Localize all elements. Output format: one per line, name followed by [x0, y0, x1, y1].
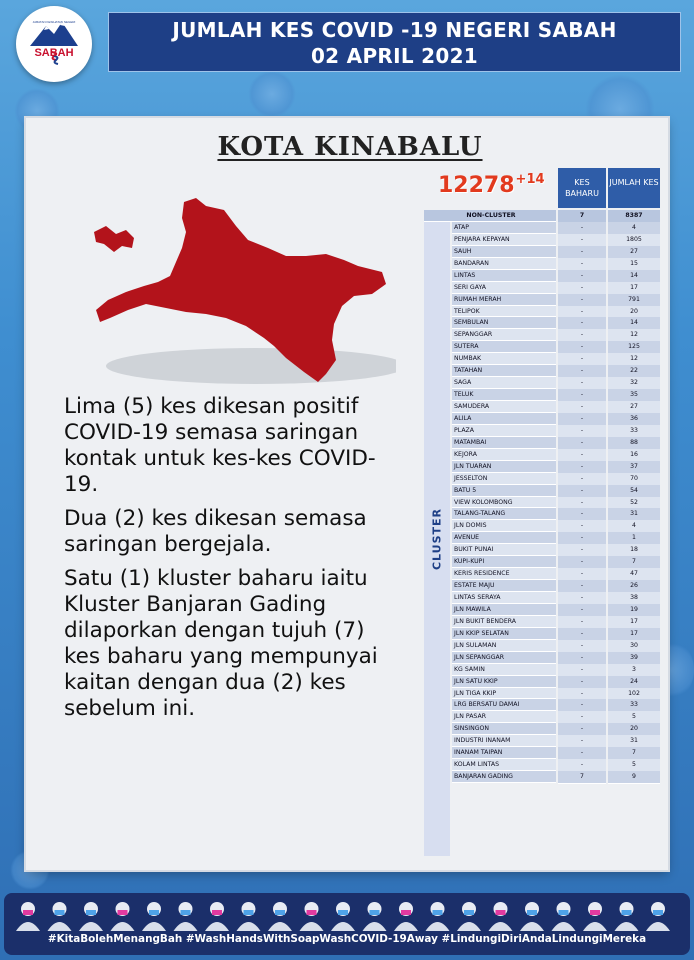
row-total: 12: [608, 353, 660, 366]
person-icon: [552, 902, 576, 931]
table-row: [424, 676, 662, 688]
table-row: [424, 771, 662, 783]
row-new: -: [558, 628, 606, 641]
table-row: [424, 377, 662, 389]
table-row: [424, 640, 662, 652]
row-total: 39: [608, 652, 660, 665]
table-row: [424, 592, 662, 604]
description-paragraph: Satu (1) kluster baharu iaitu Kluster Banjaran Gading dilaporkan dengan tujuh (7) kes baharu yang mempunyai kaitan dengan dua (2) kes sebelum ini.: [64, 566, 378, 721]
row-new: -: [558, 353, 606, 366]
row-total: 22: [608, 365, 660, 378]
row-name: AVENUE: [452, 532, 556, 544]
person-icon: [79, 902, 103, 931]
row-name: BANJARAN GADING: [452, 771, 556, 783]
row-name: RUMAH MERAH: [452, 294, 556, 306]
row-total: 18: [608, 544, 660, 557]
row-new: 7: [558, 771, 606, 784]
table-row: [424, 222, 662, 234]
row-total: 14: [608, 270, 660, 283]
row-total: 37: [608, 461, 660, 474]
page-header: [108, 12, 681, 72]
row-total: 20: [608, 306, 660, 319]
row-name: JLN MAWILA: [452, 604, 556, 616]
person-icon: [520, 902, 544, 931]
row-name: NUMBAK: [452, 353, 556, 365]
person-icon: [48, 902, 72, 931]
row-new: -: [558, 306, 606, 319]
logo-name: SABAH: [34, 47, 74, 59]
row-new: -: [558, 676, 606, 689]
footer-banner: [4, 893, 690, 955]
person-icon: [205, 902, 229, 931]
row-total: 1: [608, 532, 660, 545]
row-name: BATU 5: [452, 485, 556, 497]
row-new: -: [558, 365, 606, 378]
table-row: [424, 604, 662, 616]
table-row: [424, 341, 662, 353]
row-name: SEPANGGAR: [452, 329, 556, 341]
description-paragraph: Dua (2) kes dikesan semasa saringan bergejala.: [64, 506, 367, 557]
row-total: 36: [608, 413, 660, 426]
row-new: -: [558, 425, 606, 438]
row-total: 125: [608, 341, 660, 354]
row-name: JLN SATU KKIP: [452, 676, 556, 688]
row-total: 12: [608, 329, 660, 342]
table-row: [424, 317, 662, 329]
row-name: INDUSTRI INANAM: [452, 735, 556, 747]
row-new: -: [558, 449, 606, 462]
row-name: KG SAMIN: [452, 664, 556, 676]
row-name: ATAP: [452, 222, 556, 234]
table-row: [424, 473, 662, 485]
row-total: 33: [608, 699, 660, 712]
row-total: 31: [608, 508, 660, 521]
row-total: 30: [608, 640, 660, 653]
row-total: 31: [608, 735, 660, 748]
person-icon: [489, 902, 513, 931]
row-new: -: [558, 246, 606, 259]
virus-decoration: [248, 70, 296, 118]
table-row: [424, 353, 662, 365]
row-new: -: [558, 389, 606, 402]
row-name: JLN SULAMAN: [452, 640, 556, 652]
row-new: -: [558, 329, 606, 342]
row-name: MATAMBAI: [452, 437, 556, 449]
row-name: JLN KKIP SELATAN: [452, 628, 556, 640]
row-new: -: [558, 568, 606, 581]
table-row: [424, 449, 662, 461]
row-total: 32: [608, 377, 660, 390]
table-row: [424, 401, 662, 413]
row-name: TATAHAN: [452, 365, 556, 377]
row-new: -: [558, 282, 606, 295]
table-row: [424, 425, 662, 437]
new-count: +14: [515, 172, 545, 187]
row-total: 8387: [608, 210, 660, 223]
row-total: 19: [608, 604, 660, 617]
row-name: PLAZA: [452, 425, 556, 437]
table-rows: [424, 210, 662, 783]
row-new: 7: [558, 210, 606, 223]
row-total: 7: [608, 747, 660, 760]
table-row: [424, 282, 662, 294]
row-total: 20: [608, 723, 660, 736]
table-row: [424, 497, 662, 509]
total-cases: [438, 172, 554, 212]
row-total: 24: [608, 676, 660, 689]
row-total: 52: [608, 497, 660, 510]
row-total: 70: [608, 473, 660, 486]
row-new: -: [558, 640, 606, 653]
person-icon: [16, 902, 40, 931]
row-total: 26: [608, 580, 660, 593]
row-name: JLN DOMIS: [452, 520, 556, 532]
table-row: [424, 759, 662, 771]
person-icon: [142, 902, 166, 931]
row-total: 33: [608, 425, 660, 438]
sabah-health-logo: [16, 6, 92, 82]
row-name: SERI GAYA: [452, 282, 556, 294]
row-total: 7: [608, 556, 660, 569]
row-name: SINSINGON: [452, 723, 556, 735]
content-panel: [26, 118, 668, 870]
row-new: -: [558, 270, 606, 283]
row-new: -: [558, 723, 606, 736]
table-row: [424, 365, 662, 377]
person-icon: [174, 902, 198, 931]
row-name: SEMBULAN: [452, 317, 556, 329]
district-title: KOTA KINABALU: [217, 132, 483, 162]
description: [64, 394, 404, 730]
description-paragraph: Lima (5) kes dikesan positif COVID-19 semasa saringan kontak untuk kes-kes COVID-19.: [64, 394, 376, 497]
person-icon: [300, 902, 324, 931]
person-icon: [426, 902, 450, 931]
person-icon: [615, 902, 639, 931]
row-new: -: [558, 377, 606, 390]
row-new: -: [558, 222, 606, 235]
row-name: KUPI-KUPI: [452, 556, 556, 568]
row-new: -: [558, 688, 606, 701]
table-row: [424, 246, 662, 258]
table-row: [424, 461, 662, 473]
table-row: [424, 723, 662, 735]
column-header-new: KES BAHARU: [558, 168, 606, 208]
person-icon: [646, 902, 670, 931]
table-row: [424, 389, 662, 401]
row-name: NON-CLUSTER: [424, 210, 556, 222]
row-total: 47: [608, 568, 660, 581]
table-row: [424, 699, 662, 711]
row-name: TELIPOK: [452, 306, 556, 318]
row-total: 27: [608, 246, 660, 259]
row-total: 102: [608, 688, 660, 701]
row-name: INANAM TAIPAN: [452, 747, 556, 759]
row-new: -: [558, 437, 606, 450]
table-row: [424, 616, 662, 628]
row-total: 88: [608, 437, 660, 450]
row-new: -: [558, 556, 606, 569]
row-name: KOLAM LINTAS: [452, 759, 556, 771]
person-icon: [394, 902, 418, 931]
person-icon: [331, 902, 355, 931]
row-name: JLN BUKIT BENDERA: [452, 616, 556, 628]
row-name: ESTATE MAJU: [452, 580, 556, 592]
row-new: -: [558, 294, 606, 307]
table-row: [424, 688, 662, 700]
row-new: -: [558, 652, 606, 665]
row-name: TELUK: [452, 389, 556, 401]
logo-caption: JABATAN KESIHATAN NEGERI: [32, 20, 76, 24]
row-total: 16: [608, 449, 660, 462]
row-name: JLN SEPANGGAR: [452, 652, 556, 664]
row-total: 9: [608, 771, 660, 784]
table-row: [424, 580, 662, 592]
row-total: 17: [608, 628, 660, 641]
row-total: 15: [608, 258, 660, 271]
table-row: [424, 735, 662, 747]
table-row: [424, 306, 662, 318]
row-new: -: [558, 735, 606, 748]
table-row: [424, 747, 662, 759]
table-row: [424, 508, 662, 520]
cumulative-count: 12278: [438, 173, 515, 198]
row-name: LRG BERSATU DAMAI: [452, 699, 556, 711]
row-new: -: [558, 759, 606, 772]
row-new: -: [558, 413, 606, 426]
person-icon: [363, 902, 387, 931]
hashtags: #KitaBolehMenangBah #WashHandsWithSoapWashCOVID-19Away #LindungiDiriAndaLindungiMereka: [47, 933, 647, 945]
row-total: 5: [608, 759, 660, 772]
table-row: [424, 485, 662, 497]
row-name: KEJORA: [452, 449, 556, 461]
table-row: [424, 413, 662, 425]
person-icon: [237, 902, 261, 931]
row-new: -: [558, 532, 606, 545]
row-name: JLN TUARAN: [452, 461, 556, 473]
table-row: [424, 556, 662, 568]
row-total: 4: [608, 222, 660, 235]
table-row: [424, 437, 662, 449]
table-row: [424, 270, 662, 282]
table-row: [424, 544, 662, 556]
person-icon: [457, 902, 481, 931]
cluster-label-text: CLUSTER: [430, 507, 444, 571]
frontliners-icon: [12, 897, 682, 931]
row-name: TALANG-TALANG: [452, 508, 556, 520]
table-row: [424, 520, 662, 532]
row-new: -: [558, 401, 606, 414]
row-total: 4: [608, 520, 660, 533]
row-new: -: [558, 616, 606, 629]
table-row: [424, 234, 662, 246]
row-total: 5: [608, 711, 660, 724]
column-header-total: JUMLAH KES: [608, 168, 660, 208]
row-name: ALILA: [452, 413, 556, 425]
row-name: LINTAS SERAYA: [452, 592, 556, 604]
row-total: 14: [608, 317, 660, 330]
table-row: [424, 294, 662, 306]
row-new: -: [558, 592, 606, 605]
row-new: -: [558, 711, 606, 724]
row-name: SAUH: [452, 246, 556, 258]
row-new: -: [558, 664, 606, 677]
table-row: [424, 532, 662, 544]
row-new: -: [558, 234, 606, 247]
row-total: 1805: [608, 234, 660, 247]
row-total: 791: [608, 294, 660, 307]
row-new: -: [558, 508, 606, 521]
row-new: -: [558, 341, 606, 354]
row-total: 17: [608, 282, 660, 295]
row-new: -: [558, 604, 606, 617]
row-name: JESSELTON: [452, 473, 556, 485]
person-icon: [583, 902, 607, 931]
row-total: 38: [608, 592, 660, 605]
person-icon: [268, 902, 292, 931]
row-total: 35: [608, 389, 660, 402]
table-row: [424, 329, 662, 341]
row-total: 27: [608, 401, 660, 414]
kota-kinabalu-map: [86, 196, 396, 396]
row-new: -: [558, 317, 606, 330]
row-name: BANDARAN: [452, 258, 556, 270]
row-name: JLN TIGA KKIP: [452, 688, 556, 700]
row-new: -: [558, 544, 606, 557]
row-name: SAMUDERA: [452, 401, 556, 413]
row-name: KERIS RESIDENCE: [452, 568, 556, 580]
row-new: -: [558, 747, 606, 760]
row-new: -: [558, 580, 606, 593]
row-total: 54: [608, 485, 660, 498]
table-row: [424, 628, 662, 640]
row-total: 3: [608, 664, 660, 677]
mountain-icon: [16, 6, 92, 82]
row-name: PENJARA KEPAYAN: [452, 234, 556, 246]
row-name: BUKIT PUNAI: [452, 544, 556, 556]
table-row: [424, 568, 662, 580]
row-name: SAGA: [452, 377, 556, 389]
row-new: -: [558, 485, 606, 498]
table-row: [424, 652, 662, 664]
row-name: LINTAS: [452, 270, 556, 282]
header-date: 02 APRIL 2021: [310, 44, 479, 68]
non-cluster-row: [424, 210, 662, 222]
row-new: -: [558, 520, 606, 533]
row-new: -: [558, 497, 606, 510]
row-name: JLN PASAR: [452, 711, 556, 723]
row-new: -: [558, 258, 606, 271]
table-row: [424, 664, 662, 676]
table-row: [424, 711, 662, 723]
row-new: -: [558, 461, 606, 474]
row-name: SUTERA: [452, 341, 556, 353]
row-new: -: [558, 473, 606, 486]
row-total: 17: [608, 616, 660, 629]
row-new: -: [558, 699, 606, 712]
person-icon: [111, 902, 135, 931]
table-row: [424, 258, 662, 270]
row-name: VIEW KOLOMBONG: [452, 497, 556, 509]
header-title: JUMLAH KES COVID -19 NEGERI SABAH: [172, 18, 617, 42]
